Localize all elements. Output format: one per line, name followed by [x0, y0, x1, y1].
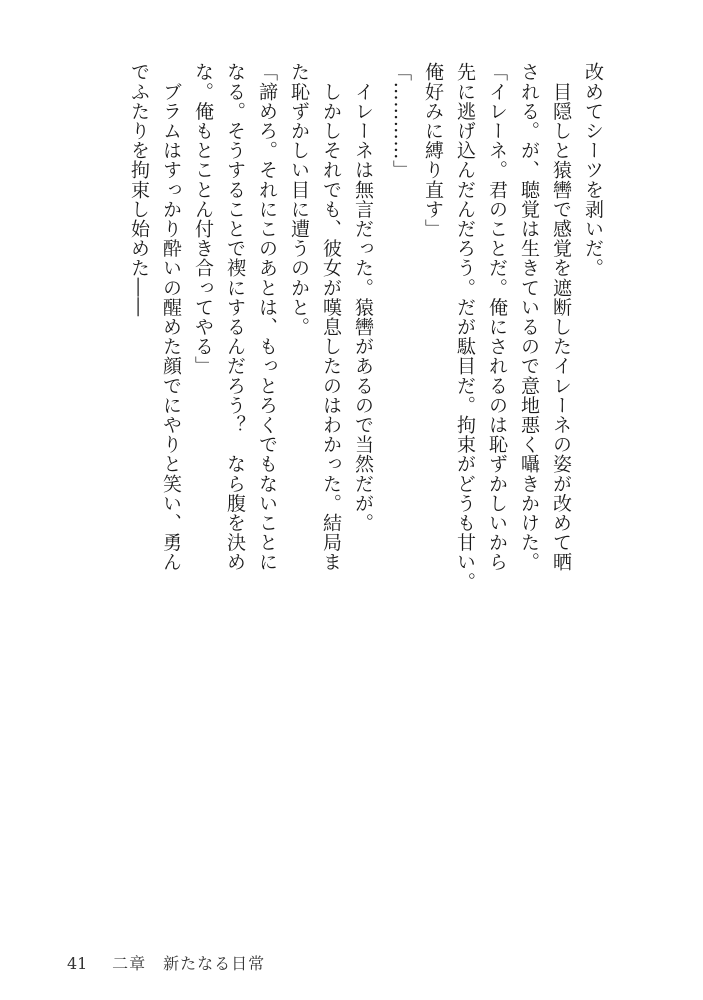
text-line: される。が、聴覚は生きているので意地悪く囁きかけた。 — [518, 62, 540, 572]
text-line: イレーネは無言だった。猿轡があるので当然だが。 — [352, 62, 374, 533]
text-line: 「諦めろ。それにこのあとは、もっとろくでもないことに — [256, 62, 278, 572]
text-line: な。俺もとことん付き合ってやる」 — [192, 62, 214, 376]
text-line: 「イレーネ。君のことだ。俺にされるのは恥ずかしいから — [486, 62, 508, 572]
text-line: 改めてシーツを剥いだ。 — [582, 62, 604, 278]
text-line: なる。そうすることで禊にするんだろう？ なら腹を決め — [224, 62, 246, 572]
text-line: 先に逃げ込んだんだろう。だが駄目だ。拘束がどうも甘い。 — [454, 62, 476, 592]
text-line: 俺好みに縛り直す」 — [422, 62, 444, 239]
text-line: ブラムはすっかり酔いの醒めた顔でにやりと笑い、勇ん — [160, 62, 182, 572]
text-line: 目隠しと猿轡で感覚を遮断したイレーネの姿が改めて晒 — [550, 62, 572, 572]
text-line: 「…………」 — [390, 62, 412, 180]
vertical-body-text — [123, 62, 609, 592]
page-footer — [67, 951, 265, 974]
chapter-title: 二章 新たなる日常 — [112, 954, 266, 973]
text-line: しかしそれでも、彼女が嘆息したのはわかった。結局ま — [320, 62, 342, 572]
text-line: でふたりを拘束し始めた―― — [128, 62, 150, 317]
page-number: 41 — [67, 954, 88, 973]
text-line: た恥ずかしい目に遭うのかと。 — [288, 62, 310, 337]
